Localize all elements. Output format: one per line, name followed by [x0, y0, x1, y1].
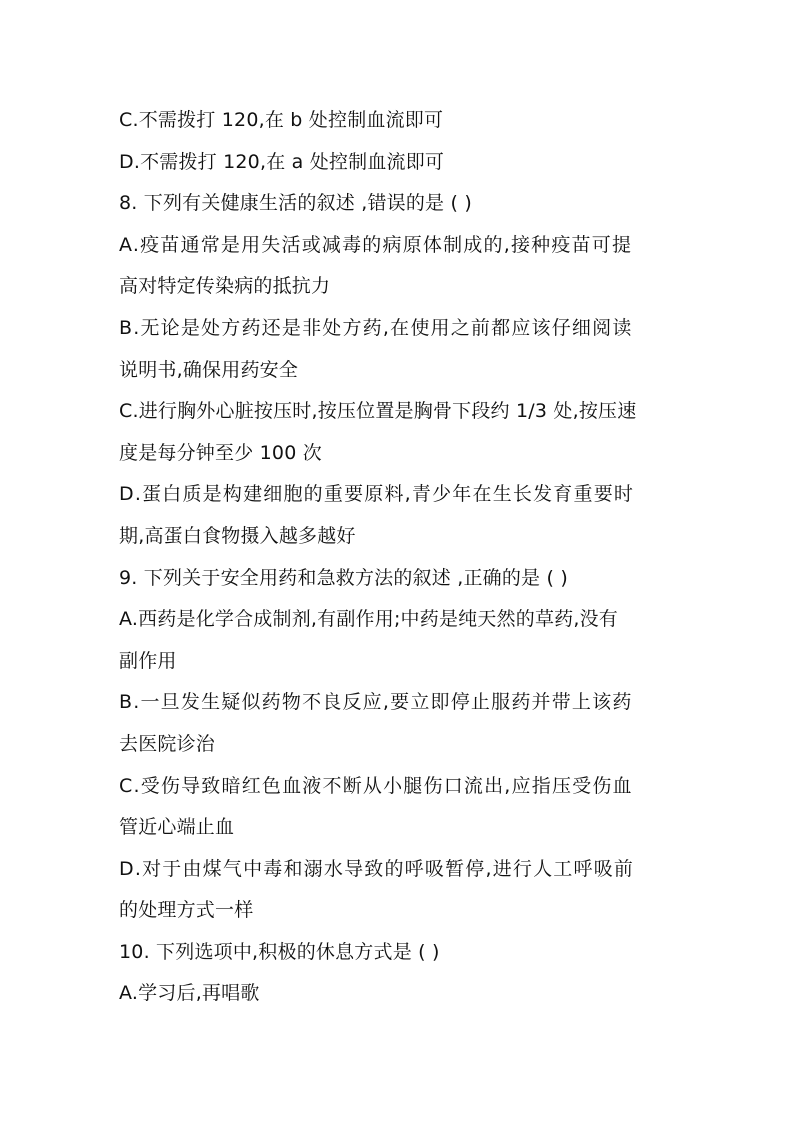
question-10-stem: 10. 下列选项中,积极的休息方式是 ( )	[119, 940, 440, 963]
option-8d-line2: 期,高蛋白食物摄入越多越好	[119, 524, 356, 547]
option-8a-line2: 高对特定传染病的抵抗力	[119, 275, 331, 298]
option-9a-line1: A.西药是化学合成制剂,有副作用;中药是纯天然的草药,没有	[119, 608, 618, 631]
question-8-stem: 8. 下列有关健康生活的叙述 ,错误的是 ( )	[119, 192, 472, 215]
option-7d: D.不需拨打 120,在 a 处控制血流即可	[119, 150, 445, 173]
option-10a: A.学习后,再唱歌	[119, 982, 260, 1005]
option-8d-line1: D.蛋白质是构建细胞的重要原料,青少年在生长发育重要时	[119, 483, 635, 506]
option-8c-line2: 度是每分钟至少 100 次	[119, 441, 322, 464]
option-9b-line2: 去医院诊治	[119, 732, 216, 755]
option-9c-line1: C.受伤导致暗红色血液不断从小腿伤口流出,应指压受伤血	[119, 774, 633, 797]
option-9b-line1: B.一旦发生疑似药物不良反应,要立即停止服药并带上该药	[119, 691, 633, 714]
option-9d-line2: 的处理方式一样	[119, 899, 254, 922]
option-8b-line1: B.无论是处方药还是非处方药,在使用之前都应该仔细阅读	[119, 316, 633, 339]
option-9c-line2: 管近心端止血	[119, 816, 235, 839]
option-8c-line1: C.进行胸外心脏按压时,按压位置是胸骨下段约 1/3 处,按压速	[119, 400, 637, 423]
question-text-block	[119, 100, 675, 1015]
option-9d-line1: D.对于由煤气中毒和溺水导致的呼吸暂停,进行人工呼吸前	[119, 857, 635, 880]
option-8a-line1: A.疫苗通常是用失活或减毒的病原体制成的,接种疫苗可提	[119, 233, 633, 256]
option-9a-line2: 副作用	[119, 649, 177, 672]
option-8b-line2: 说明书,确保用药安全	[119, 358, 299, 381]
question-9-stem: 9. 下列关于安全用药和急救方法的叙述 ,正确的是 ( )	[119, 566, 568, 589]
option-7c: C.不需拨打 120,在 b 处控制血流即可	[119, 109, 444, 131]
